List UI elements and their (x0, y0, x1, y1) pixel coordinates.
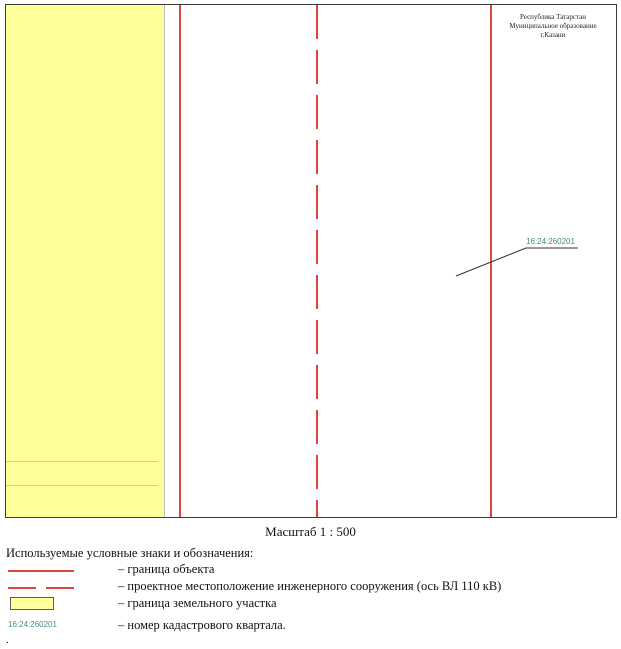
legend-item-cadastral-quarter (6, 618, 606, 636)
legend-item-object-boundary (6, 562, 606, 580)
legend-item-land-parcel (6, 596, 606, 614)
parcel-inner-line (6, 461, 158, 462)
object-boundary-left (179, 5, 181, 517)
legend-item-power-line-axis (6, 579, 606, 597)
legend-text: – граница объекта (118, 562, 215, 576)
footer-dot: . (6, 634, 9, 646)
land-parcel (6, 5, 165, 517)
solid-line-icon (6, 562, 76, 578)
power-line-axis (316, 5, 318, 517)
legend-text: – граница земельного участка (118, 596, 277, 610)
map-frame (5, 4, 617, 518)
legend-text: – проектное местоположение инженерного сооружения (ось ВЛ 110 кВ) (118, 579, 502, 593)
legend-title: Используемые условные знаки и обозначения: (6, 546, 254, 560)
cadastral-quarter-label: 16:24:260201 (526, 237, 575, 246)
legend-text: – номер кадастрового квартала. (118, 618, 286, 632)
region-label-line: Республика Татарстан (519, 13, 586, 21)
yellow-rectangle-icon (10, 597, 54, 610)
parcel-inner-line (6, 485, 158, 486)
dashed-line-icon (6, 579, 76, 595)
region-label-line: Муниципальное образование (509, 22, 597, 30)
region-label-line: г.Казани (540, 31, 566, 39)
object-boundary-right (490, 5, 492, 517)
region-label (492, 13, 614, 40)
quarter-label-sample: 16:24:260201 (8, 620, 57, 629)
scale-text: Масштаб 1 : 500 (265, 524, 356, 539)
